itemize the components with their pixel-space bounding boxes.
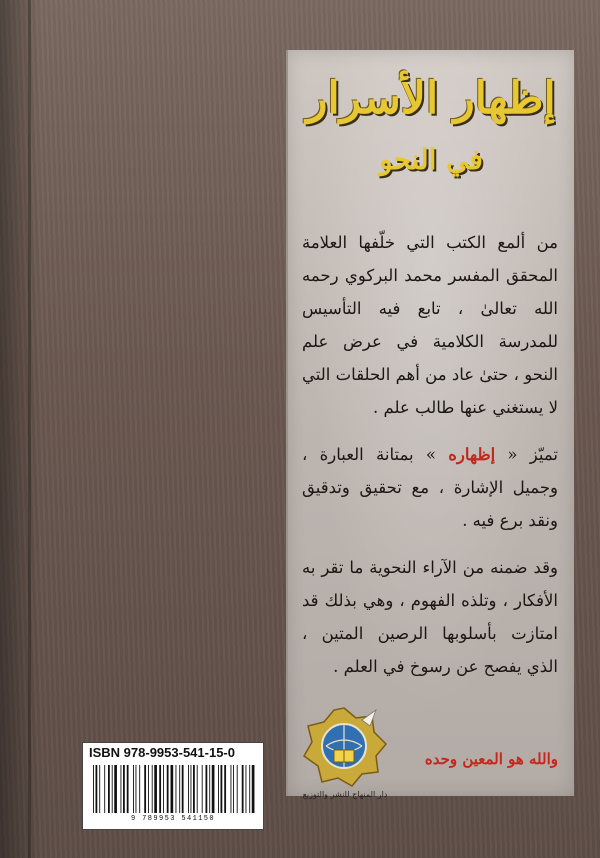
paragraph-3: وقد ضمنه من الآراء النحوية ما تقر به الأفكار ، وتلذه الفهوم ، وهي بذلك قد امتازت بأسلوبها الرصين المتين ، الذي يفصح عن رسوخ في العلم . (302, 558, 558, 676)
closing-line: والله هو المعين وحده (424, 750, 558, 768)
highlighted-word: إظهاره (448, 445, 496, 464)
paragraph-2 (302, 438, 558, 537)
spine-edge (28, 0, 31, 858)
isbn-label: ISBN 978-9953-541-15-0 (89, 745, 235, 760)
book-subtitle: في النحو (379, 143, 483, 176)
book-title: إظهار الأسرار (306, 73, 556, 124)
isbn-digits: 9 789953 541150 (130, 815, 215, 823)
description (302, 226, 558, 697)
paragraph-2-before: تميّز « (495, 445, 558, 464)
isbn-barcode-box (82, 742, 264, 830)
text-panel (286, 50, 574, 799)
publisher-logo-icon (298, 704, 390, 788)
barcode-icon (91, 765, 255, 813)
publisher-caption: دار المنهاج للنشر والتوزيع (302, 790, 388, 799)
paragraph-2-after: » بمتانة العبارة ، وجميل الإشارة ، مع تحقيق وتدقيق ونقد برع فيه . (302, 445, 558, 530)
paragraph-1: من ألمع الكتب التي خلّفها العلامة المحقق المفسر محمد البركوي رحمه الله تعالىٰ ، تابع فيه التأسيس للمدرسة الكلامية في عرض علم النحو ، حتىٰ عاد من أهم الحلقات التي لا يستغني عنها طالب علم . (302, 233, 558, 417)
